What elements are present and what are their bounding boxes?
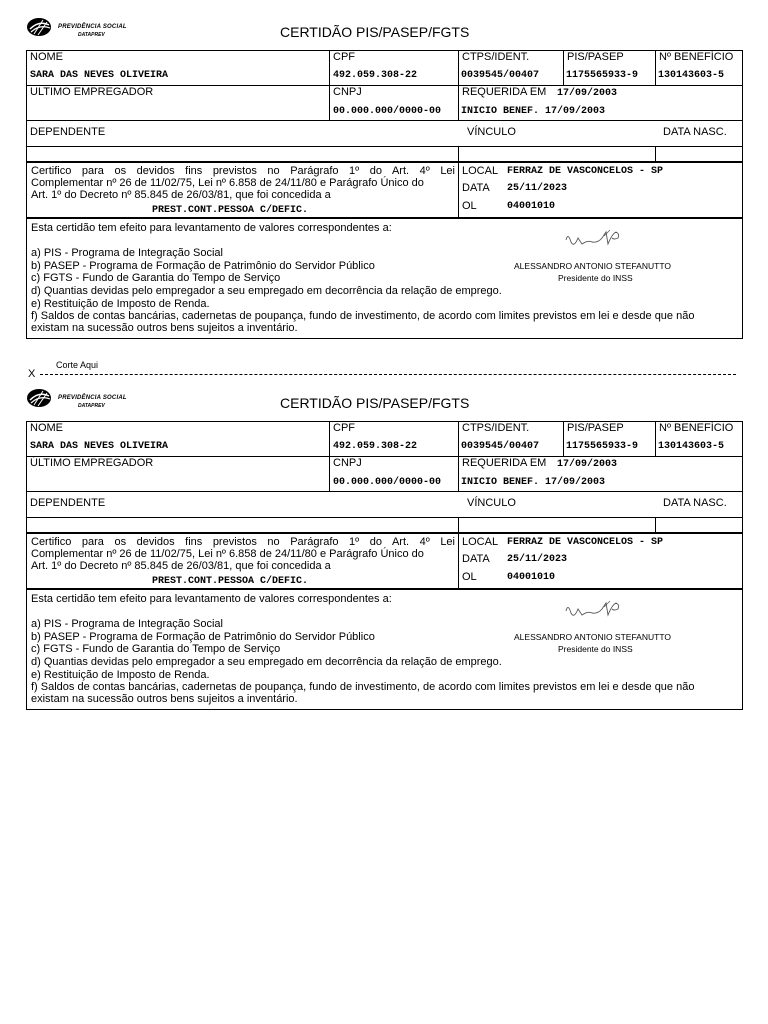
signature-role: Presidente do INSS (558, 644, 633, 654)
cnpj-label: CNPJ (333, 86, 362, 98)
dependente-label: DEPENDENTE (30, 126, 106, 138)
certifico-line-1: Certifico para os devidos fins previstos no Parágrafo 1º do Art. 4º Lei (31, 536, 455, 548)
effect-b: b) PASEP - Programa de Formação de Patrimônio do Servidor Público (31, 260, 375, 272)
ctps-label: CTPS/IDENT. (462, 422, 530, 434)
cut-line (28, 360, 738, 380)
beneficio-value: 130143603-5 (658, 441, 725, 452)
data-label: DATA (462, 182, 490, 194)
signature-name: ALESSANDRO ANTONIO STEFANUTTO (514, 632, 671, 642)
ctps-value: 0039545/00407 (461, 70, 540, 81)
effect-d: d) Quantias devidas pelo empregador a seu empregado em decorrência da relação de emprego. (31, 656, 502, 668)
dependente-grid (26, 491, 743, 533)
certificate-top (0, 14, 768, 354)
logo (26, 387, 146, 413)
local-label: LOCAL (462, 536, 499, 548)
effect-f-2: existam na sucessão outros bens sujeitos a inventário. (31, 693, 298, 705)
signature-name: ALESSANDRO ANTONIO STEFANUTTO (514, 261, 671, 271)
effect-c: c) FGTS - Fundo de Garantia do Tempo de Serviço (31, 643, 281, 655)
logo-sub-text: DATAPREV (78, 32, 105, 38)
dashed-line (40, 374, 736, 375)
effect-c: c) FGTS - Fundo de Garantia do Tempo de Serviço (31, 272, 281, 284)
nome-value: SARA DAS NEVES OLIVEIRA (30, 70, 169, 81)
effect-b: b) PASEP - Programa de Formação de Patrimônio do Servidor Público (31, 631, 375, 643)
effect-f-1: f) Saldos de contas bancárias, cadernetas de poupança, fundo de investimento, de acordo com limites previstos em lei e desde que não (31, 310, 695, 322)
beneficio-label: Nº BENEFÍCIO (659, 51, 734, 63)
certifico-line-1: Certifico para os devidos fins previstos no Parágrafo 1º do Art. 4º Lei (31, 165, 455, 177)
ol-value: 04001010 (507, 572, 556, 583)
local-value: FERRAZ DE VASCONCELOS - SP (507, 166, 664, 177)
nome-value: SARA DAS NEVES OLIVEIRA (30, 441, 169, 452)
requerida-value: 17/09/2003 (557, 88, 618, 99)
page-title: CERTIDÃO PIS/PASEP/FGTS (280, 395, 470, 411)
vinculo-label: VÍNCULO (467, 126, 516, 138)
effect-e: e) Restituição de Imposto de Renda. (31, 669, 210, 681)
logo-sub-text: DATAPREV (78, 403, 105, 409)
beneficio-label: Nº BENEFÍCIO (659, 422, 734, 434)
cnpj-label: CNPJ (333, 457, 362, 469)
effect-d: d) Quantias devidas pelo empregador a seu empregado em decorrência da relação de emprego. (31, 285, 502, 297)
cnpj-value: 00.000.000/0000-00 (333, 477, 442, 488)
nome-label: NOME (30, 51, 63, 63)
pispasep-value: 1175565933-9 (566, 441, 639, 452)
cpf-label: CPF (333, 422, 355, 434)
requerida-label: REQUERIDA EM (462, 457, 547, 469)
effects-intro: Esta certidão tem efeito para levantamento de valores correspondentes a: (31, 222, 392, 234)
logo-org-text: PREVIDÊNCIA SOCIAL (58, 24, 127, 30)
certifico-line-2: Complementar nº 26 de 11/02/75, Lei nº 6.858 de 24/11/80 e Parágrafo Único do (31, 548, 424, 560)
ultimo-empregador-label: ÚLTIMO EMPREGADOR (30, 457, 154, 469)
data-nasc-label: DATA NASC. (663, 497, 727, 509)
cut-mark: X (28, 368, 36, 380)
benefit-type-value: PREST.CONT.PESSOA C/DEFIC. (152, 205, 309, 216)
signature-role: Presidente do INSS (558, 273, 633, 283)
dependente-grid (26, 120, 743, 162)
inicio-benef-value: INICIO BENEF. 17/09/2003 (461, 477, 606, 488)
data-value: 25/11/2023 (507, 554, 568, 565)
previdencia-logo-icon (26, 387, 54, 409)
effect-a: a) PIS - Programa de Integração Social (31, 618, 223, 630)
ctps-value: 0039545/00407 (461, 441, 540, 452)
effect-f-1: f) Saldos de contas bancárias, cadernetas de poupança, fundo de investimento, de acordo com limites previstos em lei e desde que não (31, 681, 695, 693)
cnpj-value: 00.000.000/0000-00 (333, 106, 442, 117)
logo (26, 16, 146, 42)
ctps-label: CTPS/IDENT. (462, 51, 530, 63)
certifico-line-3: Art. 1º do Decreto nº 85.845 de 26/03/81, que foi concedida a (31, 560, 331, 572)
effects-intro: Esta certidão tem efeito para levantamento de valores correspondentes a: (31, 593, 392, 605)
data-label: DATA (462, 553, 490, 565)
effect-f-2: existam na sucessão outros bens sujeitos a inventário. (31, 322, 298, 334)
cpf-value: 492.059.308-22 (333, 441, 418, 452)
pispasep-value: 1175565933-9 (566, 70, 639, 81)
page-title: CERTIDÃO PIS/PASEP/FGTS (280, 24, 470, 40)
pispasep-label: PIS/PASEP (567, 422, 624, 434)
benefit-type-value: PREST.CONT.PESSOA C/DEFIC. (152, 576, 309, 587)
certificate-bottom (0, 385, 768, 725)
ultimo-empregador-label: ULTIMO EMPREGADOR (30, 86, 154, 98)
local-value: FERRAZ DE VASCONCELOS - SP (507, 537, 664, 548)
signature-icon (562, 597, 632, 625)
ol-value: 04001010 (507, 201, 556, 212)
certifico-line-2: Complementar nº 26 de 11/02/75, Lei nº 6.858 de 24/11/80 e Parágrafo Único do (31, 177, 424, 189)
nome-label: NOME (30, 422, 63, 434)
effect-e: e) Restituição de Imposto de Renda. (31, 298, 210, 310)
ol-label: OL (462, 571, 477, 583)
data-value: 25/11/2023 (507, 183, 568, 194)
inicio-benef-value: INICIO BENEF. 17/09/2003 (461, 106, 606, 117)
cpf-value: 492.059.308-22 (333, 70, 418, 81)
dependente-label: DEPENDENTE (30, 497, 106, 509)
cut-label: Corte Aqui (56, 360, 99, 370)
vinculo-label: VÍNCULO (467, 497, 516, 509)
requerida-label: REQUERIDA EM (462, 86, 547, 98)
data-nasc-label: DATA NASC. (663, 126, 727, 138)
pispasep-label: PIS/PASEP (567, 51, 624, 63)
cpf-label: CPF (333, 51, 355, 63)
signature-icon (562, 226, 632, 254)
requerida-value: 17/09/2003 (557, 459, 618, 470)
effect-a: a) PIS - Programa de Integração Social (31, 247, 223, 259)
local-label: LOCAL (462, 165, 499, 177)
beneficio-value: 130143603-5 (658, 70, 725, 81)
previdencia-logo-icon (26, 16, 54, 38)
certifico-line-3: Art. 1º do Decreto nº 85.845 de 26/03/81, que foi concedida a (31, 189, 331, 201)
logo-org-text: PREVIDÊNCIA SOCIAL (58, 395, 127, 401)
ol-label: OL (462, 200, 477, 212)
